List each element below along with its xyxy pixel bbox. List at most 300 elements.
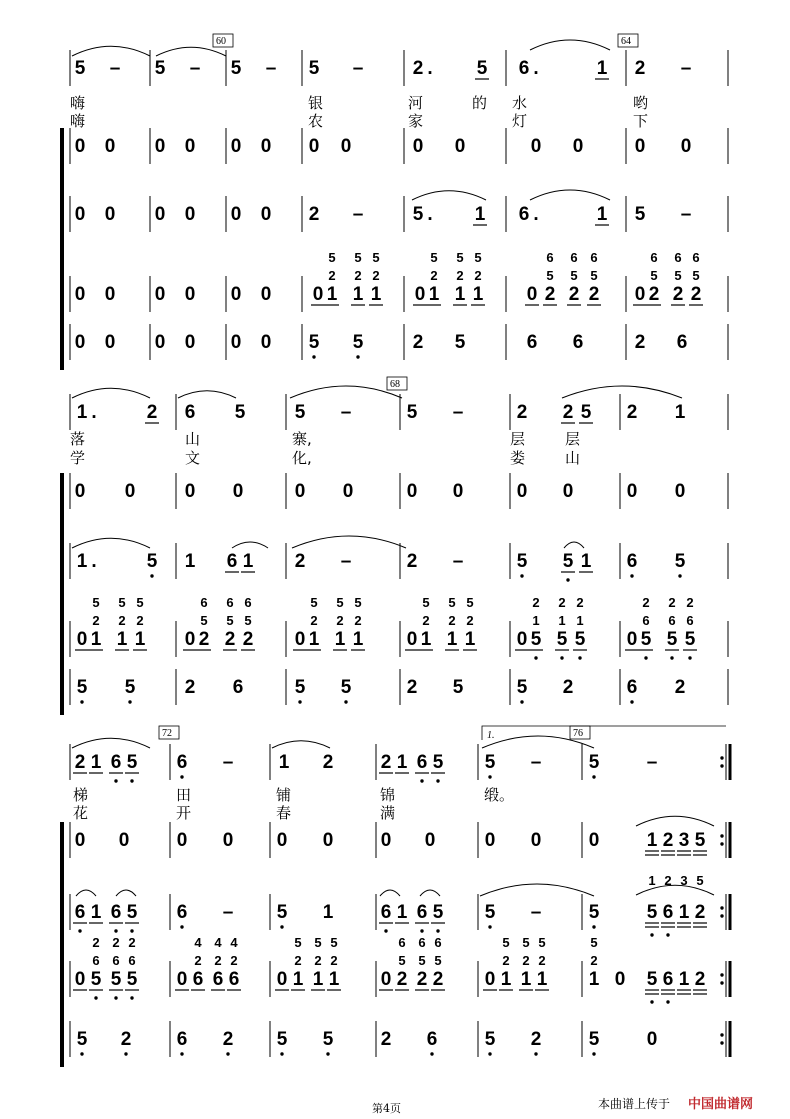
octave-dot <box>720 906 723 909</box>
note: 0 <box>322 830 334 851</box>
note: 1 <box>464 629 476 650</box>
slur <box>72 538 150 548</box>
note: 0 <box>124 481 136 502</box>
note: 0 <box>626 481 638 502</box>
octave-dot <box>312 355 315 358</box>
octave-dot <box>326 1052 329 1055</box>
octave-dot <box>114 929 117 932</box>
note: 0 <box>526 284 538 305</box>
octave-dot <box>180 775 183 778</box>
note: 1 <box>428 284 440 305</box>
octave-dot <box>720 1041 723 1044</box>
slur <box>636 816 714 826</box>
note: 5 <box>234 402 246 423</box>
note: 5 <box>294 677 306 698</box>
measure-number: 60 <box>216 36 226 47</box>
note: 1 <box>90 902 102 923</box>
octave-dot <box>630 574 633 577</box>
note: 2 <box>544 284 556 305</box>
note: 0 <box>406 481 418 502</box>
note: 1 <box>90 629 102 650</box>
octave-dot <box>356 355 359 358</box>
slur <box>380 890 400 896</box>
chord-note: 5 <box>92 595 100 610</box>
note: 6 <box>192 969 204 990</box>
octave-dot <box>534 656 537 659</box>
note: – <box>265 58 277 79</box>
note: 6 <box>176 902 188 923</box>
note: – <box>352 58 364 79</box>
note: 0 <box>154 284 166 305</box>
lyric: 河 <box>408 94 424 112</box>
octave-dot <box>78 929 81 932</box>
note: 5 <box>484 902 496 923</box>
chord-note: 5 <box>200 613 208 628</box>
octave-dot <box>94 996 97 999</box>
note: 5 <box>294 402 306 423</box>
note: 0 <box>118 830 130 851</box>
note: 1 <box>396 902 408 923</box>
chord-note: 2 <box>590 953 598 968</box>
slur <box>156 47 226 56</box>
note: 0 <box>380 969 392 990</box>
note: 5 <box>90 969 102 990</box>
note: – <box>189 58 201 79</box>
note: 0 <box>454 136 466 157</box>
note: – <box>340 551 352 572</box>
note: 2 <box>222 1029 234 1050</box>
page-number: 第4页 <box>372 1102 401 1115</box>
slur <box>272 741 330 748</box>
staff-systems <box>60 40 730 1067</box>
chord-note: 5 <box>354 595 362 610</box>
chord-note: 6 <box>650 250 658 265</box>
slur <box>530 40 610 50</box>
note: 0 <box>76 629 88 650</box>
note: 0 <box>230 136 242 157</box>
chord-note: 2 <box>118 613 126 628</box>
note: 2 <box>588 284 600 305</box>
chord-note: 4 <box>194 935 202 950</box>
chord-note: 6 <box>92 953 100 968</box>
note: 1 <box>322 902 334 923</box>
note: 2 <box>690 284 702 305</box>
note: 6 <box>426 1029 438 1050</box>
lyric: 缎。 <box>484 786 515 804</box>
note: 0 <box>154 332 166 353</box>
note: 0 <box>184 332 196 353</box>
note: 1 <box>596 204 608 225</box>
lyric: 农 <box>308 112 324 130</box>
note: 0 <box>634 284 646 305</box>
chord-note: 5 <box>448 595 456 610</box>
lyric: 山 <box>185 430 201 448</box>
lyric: 下 <box>633 112 649 130</box>
lyric: 春 <box>276 804 292 822</box>
note: 5 <box>406 402 418 423</box>
chord-note: 2 <box>466 613 474 628</box>
note: 0 <box>484 969 496 990</box>
note: 2 <box>634 332 646 353</box>
note: 3 <box>678 830 690 851</box>
chord-note: 5 <box>354 250 362 265</box>
note: 1 <box>312 969 324 990</box>
chord-note: 5 <box>434 953 442 968</box>
note: 2 <box>120 1029 132 1050</box>
note: 5 <box>454 332 466 353</box>
octave-dot <box>80 700 83 703</box>
chord-note: 2 <box>522 953 530 968</box>
chord-note: 2 <box>214 953 222 968</box>
note: 6 <box>416 752 428 773</box>
note: 0 <box>276 969 288 990</box>
octave-dot <box>520 700 523 703</box>
chord-note: 6 <box>590 250 598 265</box>
note: 5 <box>74 58 86 79</box>
note: 5 <box>476 58 488 79</box>
octave-dot <box>720 834 723 837</box>
chord-note: 2 <box>354 268 362 283</box>
chord-note: 2 <box>294 953 302 968</box>
chord-note: 2 <box>194 953 202 968</box>
note: – <box>680 58 692 79</box>
chord-note: 6 <box>642 613 650 628</box>
octave-dot <box>578 656 581 659</box>
note: 0 <box>230 204 242 225</box>
note: 5 <box>562 551 574 572</box>
note: 2 <box>694 969 706 990</box>
octave-dot <box>384 929 387 932</box>
note: 0 <box>484 830 496 851</box>
note: 1 <box>278 752 290 773</box>
slur <box>72 738 150 748</box>
lyric: 山 <box>565 449 581 467</box>
octave-dot <box>436 929 439 932</box>
octave-dot <box>720 973 723 976</box>
chord-note: 1 <box>576 613 584 628</box>
lyric: 娄 <box>510 449 526 467</box>
octave-dot <box>592 775 595 778</box>
note: 6 <box>110 902 122 923</box>
slur <box>530 190 610 200</box>
chord-note: 2 <box>686 595 694 610</box>
note: 6 <box>380 902 392 923</box>
octave-dot <box>566 578 569 581</box>
octave-dot <box>114 779 117 782</box>
chord-note: 5 <box>418 953 426 968</box>
chord-note: 2 <box>642 595 650 610</box>
slur <box>116 890 136 896</box>
octave-dot <box>344 700 347 703</box>
note: 0 <box>104 204 116 225</box>
lyric: 家 <box>408 112 424 130</box>
note: 1 <box>116 629 128 650</box>
note: 5 <box>666 629 678 650</box>
note: 0 <box>260 284 272 305</box>
note: 5 <box>322 1029 334 1050</box>
lyric: 开 <box>176 804 192 822</box>
note: – <box>530 752 542 773</box>
note: 6 <box>232 677 244 698</box>
note: . <box>91 551 97 572</box>
note: 6 <box>228 969 240 990</box>
note: – <box>452 551 464 572</box>
note: 0 <box>74 830 86 851</box>
note: 0 <box>184 204 196 225</box>
note: 0 <box>516 629 528 650</box>
note: – <box>352 204 364 225</box>
chord-note: 2 <box>576 595 584 610</box>
octave-dot <box>666 1000 669 1003</box>
chord-note: 5 <box>696 873 704 888</box>
octave-dot <box>488 1052 491 1055</box>
octave-dot <box>720 842 723 845</box>
note: 5 <box>432 752 444 773</box>
lyric: 灯 <box>512 112 528 130</box>
note: 1 <box>396 752 408 773</box>
chord-note: 6 <box>674 250 682 265</box>
chord-note: 6 <box>244 595 252 610</box>
chord-note: 5 <box>590 935 598 950</box>
octave-dot <box>720 756 723 759</box>
note: 2 <box>198 629 210 650</box>
chord-note: 5 <box>244 613 252 628</box>
chord-note: 5 <box>430 250 438 265</box>
octave-dot <box>226 1052 229 1055</box>
note: 6 <box>662 969 674 990</box>
chord-note: 5 <box>546 268 554 283</box>
note: 1 <box>500 969 512 990</box>
note: 0 <box>614 969 626 990</box>
note: 1 <box>292 969 304 990</box>
lyric: 嗨 <box>70 112 86 130</box>
octave-dot <box>130 929 133 932</box>
note: 2 <box>396 969 408 990</box>
slur <box>480 884 594 896</box>
note: 5 <box>646 969 658 990</box>
note: 6 <box>176 1029 188 1050</box>
note: 1 <box>90 752 102 773</box>
octave-dot <box>688 656 691 659</box>
volta-label: 1. <box>487 730 495 741</box>
octave-dot <box>678 574 681 577</box>
note: 1 <box>326 284 338 305</box>
note: 0 <box>588 830 600 851</box>
octave-dot <box>520 574 523 577</box>
chord-note: 2 <box>314 953 322 968</box>
note: 2 <box>322 752 334 773</box>
chord-note: 6 <box>434 935 442 950</box>
chord-note: 2 <box>372 268 380 283</box>
note: 0 <box>530 830 542 851</box>
note: 0 <box>154 204 166 225</box>
lyric: 化, <box>292 449 312 467</box>
chord-note: 2 <box>538 953 546 968</box>
lyric: 铺 <box>276 786 292 804</box>
chord-note: 5 <box>372 250 380 265</box>
chord-note: 4 <box>230 935 238 950</box>
lyric: 层 <box>510 430 526 448</box>
slur <box>420 890 440 896</box>
note: 6 <box>176 752 188 773</box>
note: 6 <box>212 969 224 990</box>
octave-dot <box>150 574 153 577</box>
note: 0 <box>230 332 242 353</box>
note: 5 <box>516 677 528 698</box>
note: 1 <box>678 902 690 923</box>
chord-note: 5 <box>136 595 144 610</box>
note: 5 <box>352 332 364 353</box>
note: 2 <box>412 58 424 79</box>
slur <box>290 386 402 398</box>
note: 0 <box>414 284 426 305</box>
note: 0 <box>562 481 574 502</box>
note: 0 <box>312 284 324 305</box>
slur <box>564 542 584 548</box>
octave-dot <box>114 996 117 999</box>
note: – <box>530 902 542 923</box>
note: 1 <box>76 402 88 423</box>
note: 1 <box>678 969 690 990</box>
note: . <box>427 58 433 79</box>
note: – <box>109 58 121 79</box>
note: 0 <box>154 136 166 157</box>
note: 5 <box>634 204 646 225</box>
note: 5 <box>276 902 288 923</box>
chord-note: 2 <box>664 873 672 888</box>
note: 1 <box>580 551 592 572</box>
note: 0 <box>452 481 464 502</box>
chord-note: 2 <box>92 935 100 950</box>
note: 2 <box>74 752 86 773</box>
chord-note: 1 <box>648 873 656 888</box>
note: 5 <box>640 629 652 650</box>
note: 1 <box>596 58 608 79</box>
chord-note: 4 <box>214 935 222 950</box>
note: 1 <box>646 830 658 851</box>
chord-note: 2 <box>136 613 144 628</box>
octave-dot <box>644 656 647 659</box>
chord-note: 3 <box>680 873 688 888</box>
note: 0 <box>260 136 272 157</box>
note: 6 <box>662 902 674 923</box>
note: 6 <box>526 332 538 353</box>
octave-dot <box>80 1052 83 1055</box>
upload-note: 本曲谱上传于 <box>598 1097 671 1111</box>
note: – <box>340 402 352 423</box>
chord-note: 5 <box>502 935 510 950</box>
octave-dot <box>280 925 283 928</box>
note: 1 <box>242 551 254 572</box>
note: 2 <box>412 332 424 353</box>
octave-dot <box>280 1052 283 1055</box>
chord-note: 2 <box>456 268 464 283</box>
note: 1 <box>454 284 466 305</box>
note: 5 <box>694 830 706 851</box>
chord-note: 2 <box>128 935 136 950</box>
note: 0 <box>530 136 542 157</box>
system-bracket <box>60 128 64 370</box>
slur <box>178 391 236 398</box>
note: 0 <box>342 481 354 502</box>
note: 0 <box>626 629 638 650</box>
octave-dot <box>436 779 439 782</box>
note: 0 <box>572 136 584 157</box>
note: 0 <box>380 830 392 851</box>
note: 2 <box>662 830 674 851</box>
slur <box>232 542 268 548</box>
chord-note: 2 <box>92 613 100 628</box>
lyric: 学 <box>70 449 86 467</box>
note: 2 <box>406 677 418 698</box>
octave-dot <box>592 1052 595 1055</box>
chord-note: 5 <box>538 935 546 950</box>
octave-dot <box>670 656 673 659</box>
note: 0 <box>184 629 196 650</box>
note: 6 <box>226 551 238 572</box>
note: 5 <box>76 1029 88 1050</box>
octave-dot <box>430 1052 433 1055</box>
chord-note: 5 <box>650 268 658 283</box>
note: 5 <box>432 902 444 923</box>
note: 6 <box>184 402 196 423</box>
measure-number: 76 <box>573 728 583 739</box>
chord-note: 5 <box>118 595 126 610</box>
lyric: 嗨 <box>70 94 86 112</box>
note: 0 <box>176 969 188 990</box>
note: 1 <box>420 629 432 650</box>
note: 5 <box>276 1029 288 1050</box>
chord-note: 2 <box>330 953 338 968</box>
note: 5 <box>484 1029 496 1050</box>
note: . <box>533 204 539 225</box>
chord-note: 5 <box>310 595 318 610</box>
note: 5 <box>76 677 88 698</box>
note: 0 <box>634 136 646 157</box>
note: 1 <box>520 969 532 990</box>
note: 1 <box>352 284 364 305</box>
chord-note: 2 <box>502 953 510 968</box>
octave-dot <box>124 1052 127 1055</box>
note: 0 <box>74 969 86 990</box>
note: 6 <box>416 902 428 923</box>
note: 0 <box>74 284 86 305</box>
measure-number: 68 <box>390 379 400 390</box>
note: 5 <box>580 402 592 423</box>
note: 2 <box>406 551 418 572</box>
note: 2 <box>224 629 236 650</box>
note: 2 <box>562 677 574 698</box>
note: 0 <box>74 136 86 157</box>
note: 1 <box>536 969 548 990</box>
note: 5 <box>154 58 166 79</box>
note: 1 <box>76 551 88 572</box>
note: 0 <box>184 284 196 305</box>
lyric: 寨, <box>292 430 312 448</box>
octave-dot <box>420 779 423 782</box>
note: 5 <box>484 752 496 773</box>
chord-note: 6 <box>570 250 578 265</box>
chord-note: 2 <box>474 268 482 283</box>
lyric: 的 <box>472 94 488 112</box>
note: 0 <box>104 332 116 353</box>
note: 2 <box>416 969 428 990</box>
note: 1 <box>474 204 486 225</box>
chord-note: 6 <box>692 250 700 265</box>
note: 2 <box>562 402 574 423</box>
note: 5 <box>230 58 242 79</box>
octave-dot <box>720 981 723 984</box>
